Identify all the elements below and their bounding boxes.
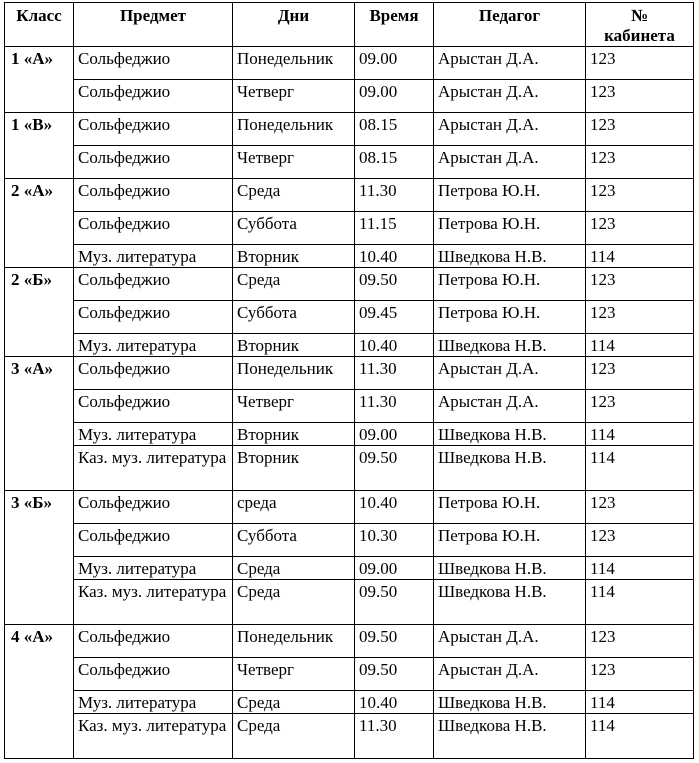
table-row	[5, 691, 694, 714]
cell-time: 09.00	[355, 557, 434, 580]
table-row	[5, 714, 694, 759]
table-row	[5, 625, 694, 658]
cell-room: 123	[586, 179, 694, 212]
cell-room: 114	[586, 557, 694, 580]
cell-teacher: Шведкова Н.В.	[434, 714, 586, 759]
cell-time: 10.40	[355, 491, 434, 524]
table-row	[5, 80, 694, 113]
cell-teacher: Петрова Ю.Н.	[434, 301, 586, 334]
cell-room: 123	[586, 491, 694, 524]
cell-day: Четверг	[233, 80, 355, 113]
table-row	[5, 580, 694, 625]
cell-day: Вторник	[233, 245, 355, 268]
cell-teacher: Шведкова Н.В.	[434, 691, 586, 714]
table-row	[5, 212, 694, 245]
cell-teacher: Петрова Ю.Н.	[434, 268, 586, 301]
cell-teacher: Петрова Ю.Н.	[434, 212, 586, 245]
cell-day: Четверг	[233, 146, 355, 179]
cell-room: 114	[586, 245, 694, 268]
cell-day: Суббота	[233, 301, 355, 334]
cell-teacher: Арыстан Д.А.	[434, 80, 586, 113]
cell-subject: Сольфеджио	[74, 357, 233, 390]
cell-room: 114	[586, 714, 694, 759]
cell-day: Среда	[233, 268, 355, 301]
table-row	[5, 658, 694, 691]
cell-subject: Муз. литература	[74, 334, 233, 357]
cell-teacher: Арыстан Д.А.	[434, 47, 586, 80]
header-class: Класс	[5, 3, 74, 47]
cell-room: 123	[586, 268, 694, 301]
header-teacher: Педагог	[434, 3, 586, 47]
cell-time: 09.50	[355, 580, 434, 625]
cell-room: 114	[586, 580, 694, 625]
header-row	[5, 3, 694, 47]
cell-day: Среда	[233, 691, 355, 714]
cell-teacher: Шведкова Н.В.	[434, 334, 586, 357]
table-row	[5, 334, 694, 357]
cell-time: 09.50	[355, 446, 434, 491]
cell-room: 123	[586, 80, 694, 113]
table-row	[5, 47, 694, 80]
cell-room: 123	[586, 524, 694, 557]
cell-class: 4 «А»	[5, 625, 74, 759]
cell-teacher: Петрова Ю.Н.	[434, 524, 586, 557]
table-row	[5, 146, 694, 179]
cell-time: 10.40	[355, 245, 434, 268]
cell-teacher: Шведкова Н.В.	[434, 245, 586, 268]
cell-time: 10.30	[355, 524, 434, 557]
cell-room: 114	[586, 423, 694, 446]
cell-subject: Сольфеджио	[74, 268, 233, 301]
cell-day: Вторник	[233, 423, 355, 446]
cell-day: Среда	[233, 179, 355, 212]
cell-day: Понедельник	[233, 47, 355, 80]
cell-teacher: Петрова Ю.Н.	[434, 491, 586, 524]
table-row	[5, 179, 694, 212]
cell-teacher: Арыстан Д.А.	[434, 390, 586, 423]
cell-subject: Муз. литература	[74, 245, 233, 268]
cell-room: 114	[586, 334, 694, 357]
cell-time: 11.30	[355, 390, 434, 423]
header-room	[586, 3, 694, 47]
cell-room: 114	[586, 446, 694, 491]
cell-day: Вторник	[233, 334, 355, 357]
cell-teacher: Шведкова Н.В.	[434, 580, 586, 625]
cell-class: 3 «А»	[5, 357, 74, 491]
table-row	[5, 423, 694, 446]
table-row	[5, 557, 694, 580]
cell-subject: Сольфеджио	[74, 113, 233, 146]
table-row	[5, 357, 694, 390]
header-days: Дни	[233, 3, 355, 47]
cell-subject: Сольфеджио	[74, 390, 233, 423]
cell-day: Понедельник	[233, 357, 355, 390]
cell-time: 09.50	[355, 625, 434, 658]
cell-time: 09.00	[355, 80, 434, 113]
cell-day: Четверг	[233, 390, 355, 423]
cell-time: 10.40	[355, 691, 434, 714]
cell-day: Среда	[233, 557, 355, 580]
cell-room: 123	[586, 146, 694, 179]
cell-time: 11.15	[355, 212, 434, 245]
cell-subject: Сольфеджио	[74, 80, 233, 113]
cell-time: 09.45	[355, 301, 434, 334]
cell-subject: Сольфеджио	[74, 524, 233, 557]
cell-teacher: Шведкова Н.В.	[434, 446, 586, 491]
cell-room: 123	[586, 625, 694, 658]
cell-subject: Каз. муз. литература	[74, 714, 233, 759]
header-subject: Предмет	[74, 3, 233, 47]
header-room-line2: кабинета	[604, 26, 675, 45]
table-row	[5, 245, 694, 268]
cell-subject: Сольфеджио	[74, 625, 233, 658]
cell-class: 2 «Б»	[5, 268, 74, 357]
cell-subject: Сольфеджио	[74, 179, 233, 212]
cell-teacher: Шведкова Н.В.	[434, 557, 586, 580]
table-row	[5, 113, 694, 146]
cell-time: 09.50	[355, 658, 434, 691]
cell-day: Вторник	[233, 446, 355, 491]
cell-subject: Сольфеджио	[74, 491, 233, 524]
cell-time: 11.30	[355, 179, 434, 212]
cell-teacher: Арыстан Д.А.	[434, 113, 586, 146]
cell-teacher: Арыстан Д.А.	[434, 146, 586, 179]
cell-day: среда	[233, 491, 355, 524]
table-row	[5, 524, 694, 557]
cell-day: Среда	[233, 714, 355, 759]
cell-subject: Муз. литература	[74, 691, 233, 714]
cell-day: Четверг	[233, 658, 355, 691]
cell-subject: Каз. муз. литература	[74, 580, 233, 625]
cell-day: Среда	[233, 580, 355, 625]
cell-class: 1 «В»	[5, 113, 74, 179]
schedule-table	[4, 2, 694, 759]
header-time: Время	[355, 3, 434, 47]
cell-time: 11.30	[355, 714, 434, 759]
cell-day: Суббота	[233, 524, 355, 557]
cell-room: 123	[586, 47, 694, 80]
cell-day: Понедельник	[233, 625, 355, 658]
cell-room: 123	[586, 301, 694, 334]
table-row	[5, 491, 694, 524]
cell-time: 08.15	[355, 113, 434, 146]
cell-class: 3 «Б»	[5, 491, 74, 625]
cell-subject: Сольфеджио	[74, 47, 233, 80]
cell-subject: Сольфеджио	[74, 658, 233, 691]
table-row	[5, 390, 694, 423]
cell-subject: Каз. муз. литература	[74, 446, 233, 491]
cell-time: 09.00	[355, 423, 434, 446]
cell-subject: Сольфеджио	[74, 212, 233, 245]
cell-day: Суббота	[233, 212, 355, 245]
cell-room: 114	[586, 691, 694, 714]
cell-class: 2 «А»	[5, 179, 74, 268]
cell-day: Понедельник	[233, 113, 355, 146]
cell-subject: Муз. литература	[74, 423, 233, 446]
header-room-line1: №	[630, 6, 649, 25]
schedule-body	[5, 47, 694, 759]
cell-time: 11.30	[355, 357, 434, 390]
cell-subject: Сольфеджио	[74, 146, 233, 179]
cell-time: 09.00	[355, 47, 434, 80]
cell-room: 123	[586, 390, 694, 423]
cell-time: 10.40	[355, 334, 434, 357]
cell-teacher: Петрова Ю.Н.	[434, 179, 586, 212]
cell-subject: Сольфеджио	[74, 301, 233, 334]
cell-teacher: Арыстан Д.А.	[434, 658, 586, 691]
table-row	[5, 268, 694, 301]
cell-class: 1 «А»	[5, 47, 74, 113]
cell-room: 123	[586, 658, 694, 691]
cell-teacher: Арыстан Д.А.	[434, 625, 586, 658]
table-row	[5, 446, 694, 491]
cell-time: 08.15	[355, 146, 434, 179]
cell-time: 09.50	[355, 268, 434, 301]
cell-teacher: Шведкова Н.В.	[434, 423, 586, 446]
cell-subject: Муз. литература	[74, 557, 233, 580]
cell-room: 123	[586, 357, 694, 390]
cell-room: 123	[586, 212, 694, 245]
cell-room: 123	[586, 113, 694, 146]
table-row	[5, 301, 694, 334]
cell-teacher: Арыстан Д.А.	[434, 357, 586, 390]
